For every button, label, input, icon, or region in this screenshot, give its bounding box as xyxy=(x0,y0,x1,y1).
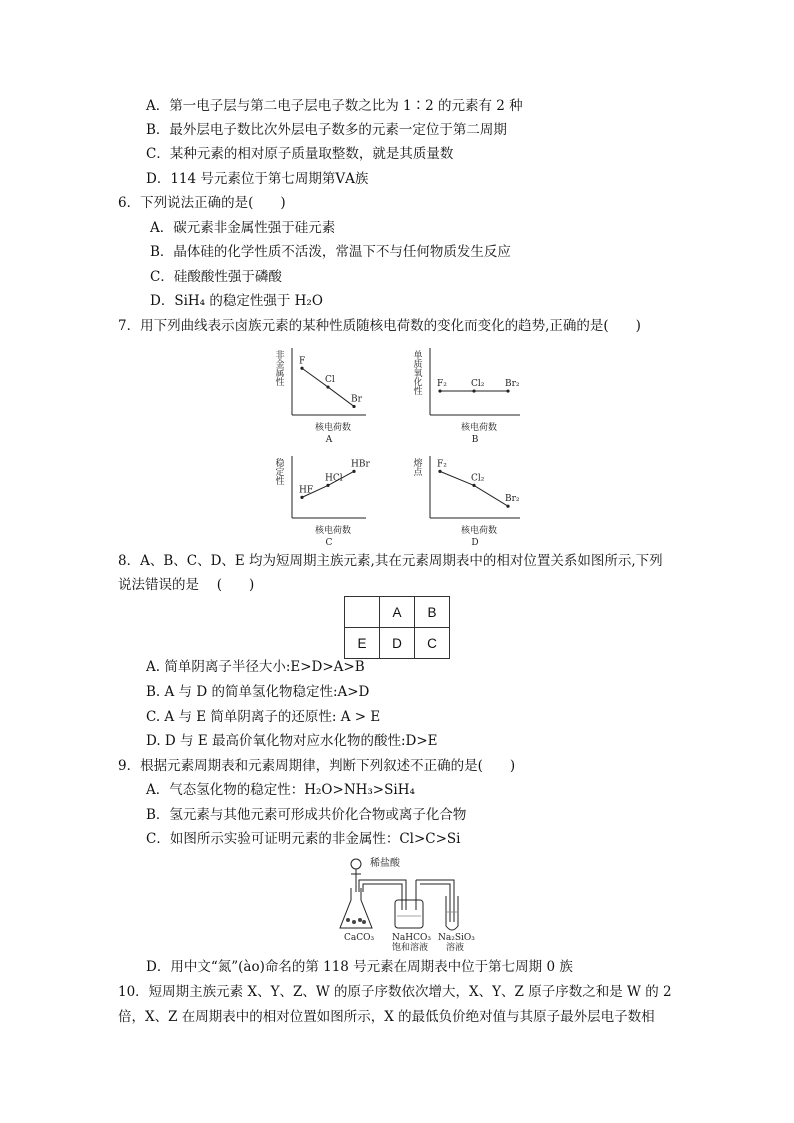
point-label: Br xyxy=(351,394,362,405)
q10-line2: 倍，X、Z 在周期表中的相对位置如图所示，X 的最低负价绝对值与其原子最外层电子数相 xyxy=(118,1009,655,1025)
x-axis-label: 核电荷数 xyxy=(460,526,498,536)
data-point xyxy=(326,484,329,487)
data-point xyxy=(472,389,475,392)
point-label: HCl xyxy=(325,473,343,484)
table-cell: D xyxy=(380,628,415,659)
table-cell: E xyxy=(345,628,380,659)
q7-stem: 7．用下列曲线表示卤族元素的某种性质随核电荷数的变化而变化的趋势,正确的是( ) xyxy=(118,318,641,334)
data-point xyxy=(352,405,355,408)
y-axis-label-char: 化 xyxy=(413,378,423,388)
q6-option-a: A．碳元素非金属性强于硅元素 xyxy=(150,220,336,236)
x-axis-label: 核电荷数 xyxy=(314,526,352,536)
data-point xyxy=(506,389,509,392)
y-axis-label-char: 质 xyxy=(413,360,423,370)
q6-option-c: C．硅酸酸性强于磷酸 xyxy=(150,269,282,285)
q6-stem: 6．下列说法正确的是( ) xyxy=(118,195,286,211)
y-axis-label-char: 性 xyxy=(413,387,423,397)
table-cell: A xyxy=(380,597,415,628)
table-cell xyxy=(345,597,380,628)
data-point xyxy=(506,505,509,508)
y-axis-label-char: 点 xyxy=(413,468,423,478)
q8-option-d: D. D 与 E 最高价氧化物对应水化物的酸性:D>E xyxy=(146,733,438,749)
q6-option-b: B．晶体硅的化学性质不活泼，常温下不与任何物质发生反应 xyxy=(150,244,511,260)
q5-option-c: C．某种元素的相对原子质量取整数，就是其质量数 xyxy=(146,146,454,162)
point-label: F₂ xyxy=(437,379,447,390)
q9-stem: 9．根据元素周期表和元素周期律，判断下列叙述不正确的是( ) xyxy=(118,758,516,774)
label-bottle-2: 饱和溶液 xyxy=(392,943,429,952)
data-point xyxy=(300,496,303,499)
point-label: Br₂ xyxy=(505,379,520,390)
point-label: F xyxy=(299,356,306,367)
point-label: Cl₂ xyxy=(471,473,485,484)
table-cell: B xyxy=(415,597,450,628)
y-axis-label-char: 性 xyxy=(275,378,285,388)
q5-option-d: D．114 号元素位于第七周期第ⅤA族 xyxy=(146,171,369,187)
y-axis-label-char: 单 xyxy=(413,351,423,361)
q8-option-a: A. 简单阴离子半径大小:E>D>A>B xyxy=(146,659,365,675)
data-point xyxy=(326,385,329,388)
y-axis-label-char: 稳 xyxy=(275,459,285,469)
q9-option-b: B．氢元素与其他元素可形成共价化合物或离子化合物 xyxy=(146,807,467,823)
y-axis-label-char: 性 xyxy=(275,477,285,487)
periodic-table-fragment xyxy=(344,596,450,659)
label-tube-1: Na₂SiO₃ xyxy=(438,933,475,943)
point-label: Cl xyxy=(325,375,335,386)
x-axis-label: 核电荷数 xyxy=(314,423,352,433)
q8-option-b: B. A 与 D 的简单氢化物稳定性:A>D xyxy=(146,684,370,700)
q9-option-d: D．用中文“氮”(ào)命名的第 118 号元素在周期表中位于第七周期 0 族 xyxy=(146,959,573,975)
q7-chart-c xyxy=(262,448,372,548)
data-point xyxy=(352,470,355,473)
data-point xyxy=(472,484,475,487)
data-point xyxy=(438,389,441,392)
chart-letter: A xyxy=(325,435,333,445)
q8-stem-line2: 说法错误的是 ( ) xyxy=(118,577,255,593)
y-axis-label-char: 熔 xyxy=(413,459,423,469)
label-tube-2: 溶液 xyxy=(446,943,465,952)
point-label: Br₂ xyxy=(505,494,520,505)
data-point xyxy=(300,367,303,370)
q8-stem-line1: 8．A、B、C、D、E 均为短周期主族元素,其在元素周期表中的相对位置关系如图所示,下列 xyxy=(118,553,663,569)
q5-option-a: A．第一电子层与第二电子层电子数之比为 1∶2 的元素有 2 种 xyxy=(146,98,523,114)
label-flask: CaCO₃ xyxy=(344,933,375,943)
x-axis-label: 核电荷数 xyxy=(460,423,498,433)
q9-option-a: A．气态氢化物的稳定性：H₂O>NH₃>SiH₄ xyxy=(146,782,415,798)
test-tube xyxy=(446,896,458,930)
y-axis-label-char: 定 xyxy=(275,468,285,478)
y-axis-label-char: 非 xyxy=(275,351,285,361)
chart-letter: C xyxy=(325,538,333,548)
q7-chart-b xyxy=(400,340,526,445)
chart-letter: D xyxy=(471,538,479,548)
q5-option-b: B．最外层电子数比次外层电子数多的元素一定位于第二周期 xyxy=(146,122,507,138)
wash-bottle xyxy=(395,900,423,928)
q10-line1: 10．短周期主族元素 X、Y、Z、W 的原子序数依次增大，X、Y、Z 原子序数之和是 W 的 2 xyxy=(118,984,672,1000)
y-axis-label-char: 金 xyxy=(275,360,285,370)
table-cell: C xyxy=(415,628,450,659)
point-label: HF xyxy=(299,485,314,496)
label-acid: 稀盐酸 xyxy=(370,858,400,869)
data-point xyxy=(438,470,441,473)
chart-letter: B xyxy=(471,435,479,445)
q7-chart-a xyxy=(262,340,372,445)
q6-option-d: D．SiH₄ 的稳定性强于 H₂O xyxy=(150,293,323,309)
q9-option-c: C．如图所示实验可证明元素的非金属性：Cl>C>Si xyxy=(146,831,461,847)
point-label: Cl₂ xyxy=(471,379,485,390)
q7-chart-d xyxy=(400,448,526,548)
q8-option-c: C. A 与 E 简单阴离子的还原性: A > E xyxy=(146,709,381,725)
funnel-bulb xyxy=(351,859,361,869)
y-axis-label-char: 氧 xyxy=(413,369,423,379)
experiment-apparatus xyxy=(336,852,486,952)
y-axis-label-char: 属 xyxy=(275,369,285,379)
label-bottle-1: NaHCO₃ xyxy=(392,933,431,943)
point-label: HBr xyxy=(351,459,370,470)
point-label: F₂ xyxy=(437,459,447,470)
